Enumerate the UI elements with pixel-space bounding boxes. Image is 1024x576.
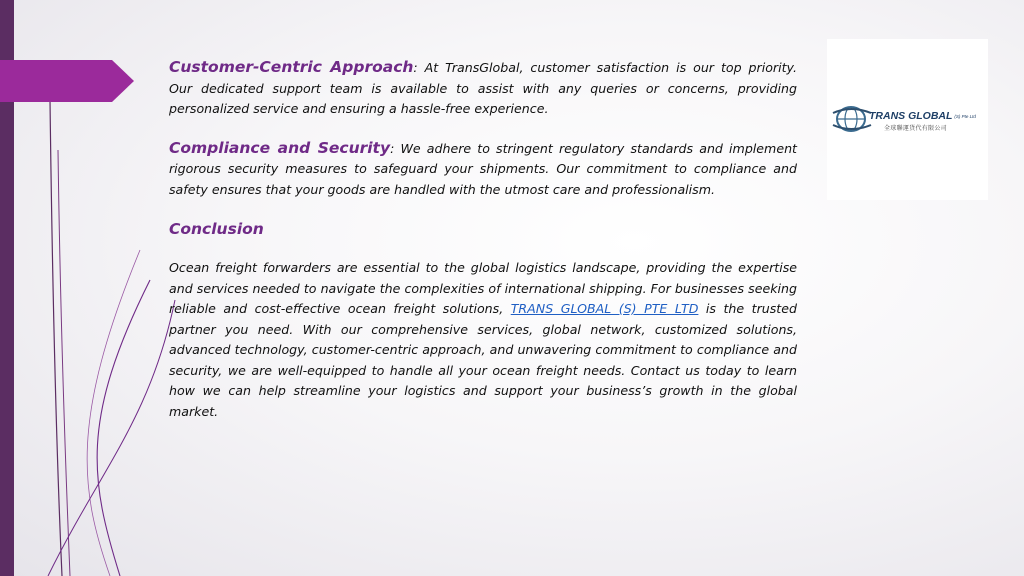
conclusion-heading: Conclusion bbox=[169, 220, 264, 238]
customer-centric-separator: : bbox=[413, 60, 418, 75]
main-content bbox=[169, 57, 797, 440]
compliance-separator: : bbox=[390, 140, 395, 156]
logo-wordmark: TRANS GLOBAL (S) Pte Ltd bbox=[869, 110, 976, 122]
customer-centric-paragraph bbox=[169, 57, 797, 120]
title-arrow-shape bbox=[0, 60, 136, 102]
compliance-body: We adhere to stringent regulatory standards and implement rigorous security measures to safeguard your shipments. Our commitment to compliance and safety ensures that your goods are handled with the utmost care and professionalism. bbox=[169, 140, 797, 197]
logo-chinese-name: 全球聯運貨代有限公司 bbox=[884, 125, 948, 132]
customer-centric-body: At TransGlobal, customer satisfaction is our top priority. Our dedicated support team is available to assist with any queries or concerns, providing personalized service and ensuring a hassle-free experience. bbox=[169, 60, 798, 116]
conclusion-paragraph bbox=[169, 258, 797, 422]
compliance-paragraph bbox=[169, 138, 797, 201]
customer-centric-heading: Customer-Centric Approach bbox=[169, 58, 414, 76]
company-link[interactable]: TRANS GLOBAL (S) PTE LTD bbox=[510, 301, 699, 316]
compliance-heading: Compliance and Security bbox=[169, 138, 391, 157]
conclusion-body-start: Ocean freight forwarders are essential to the global logistics landscape, providing the expertise and services needed to navigate the complexities of international shipping. For businesses seeking reliable and cost-effective ocean freight solutions, bbox=[169, 260, 797, 316]
company-logo bbox=[827, 39, 988, 200]
conclusion-body-end: is the trusted partner you need. With our comprehensive services, global network, customized solutions, advanced technology, customer-centric approach, and unwavering commitment to compliance and security, we are well-equipped to handle all your ocean freight needs. Contact us today to learn how we can help streamline your logistics and support your business’s growth in the global market. bbox=[169, 301, 797, 419]
